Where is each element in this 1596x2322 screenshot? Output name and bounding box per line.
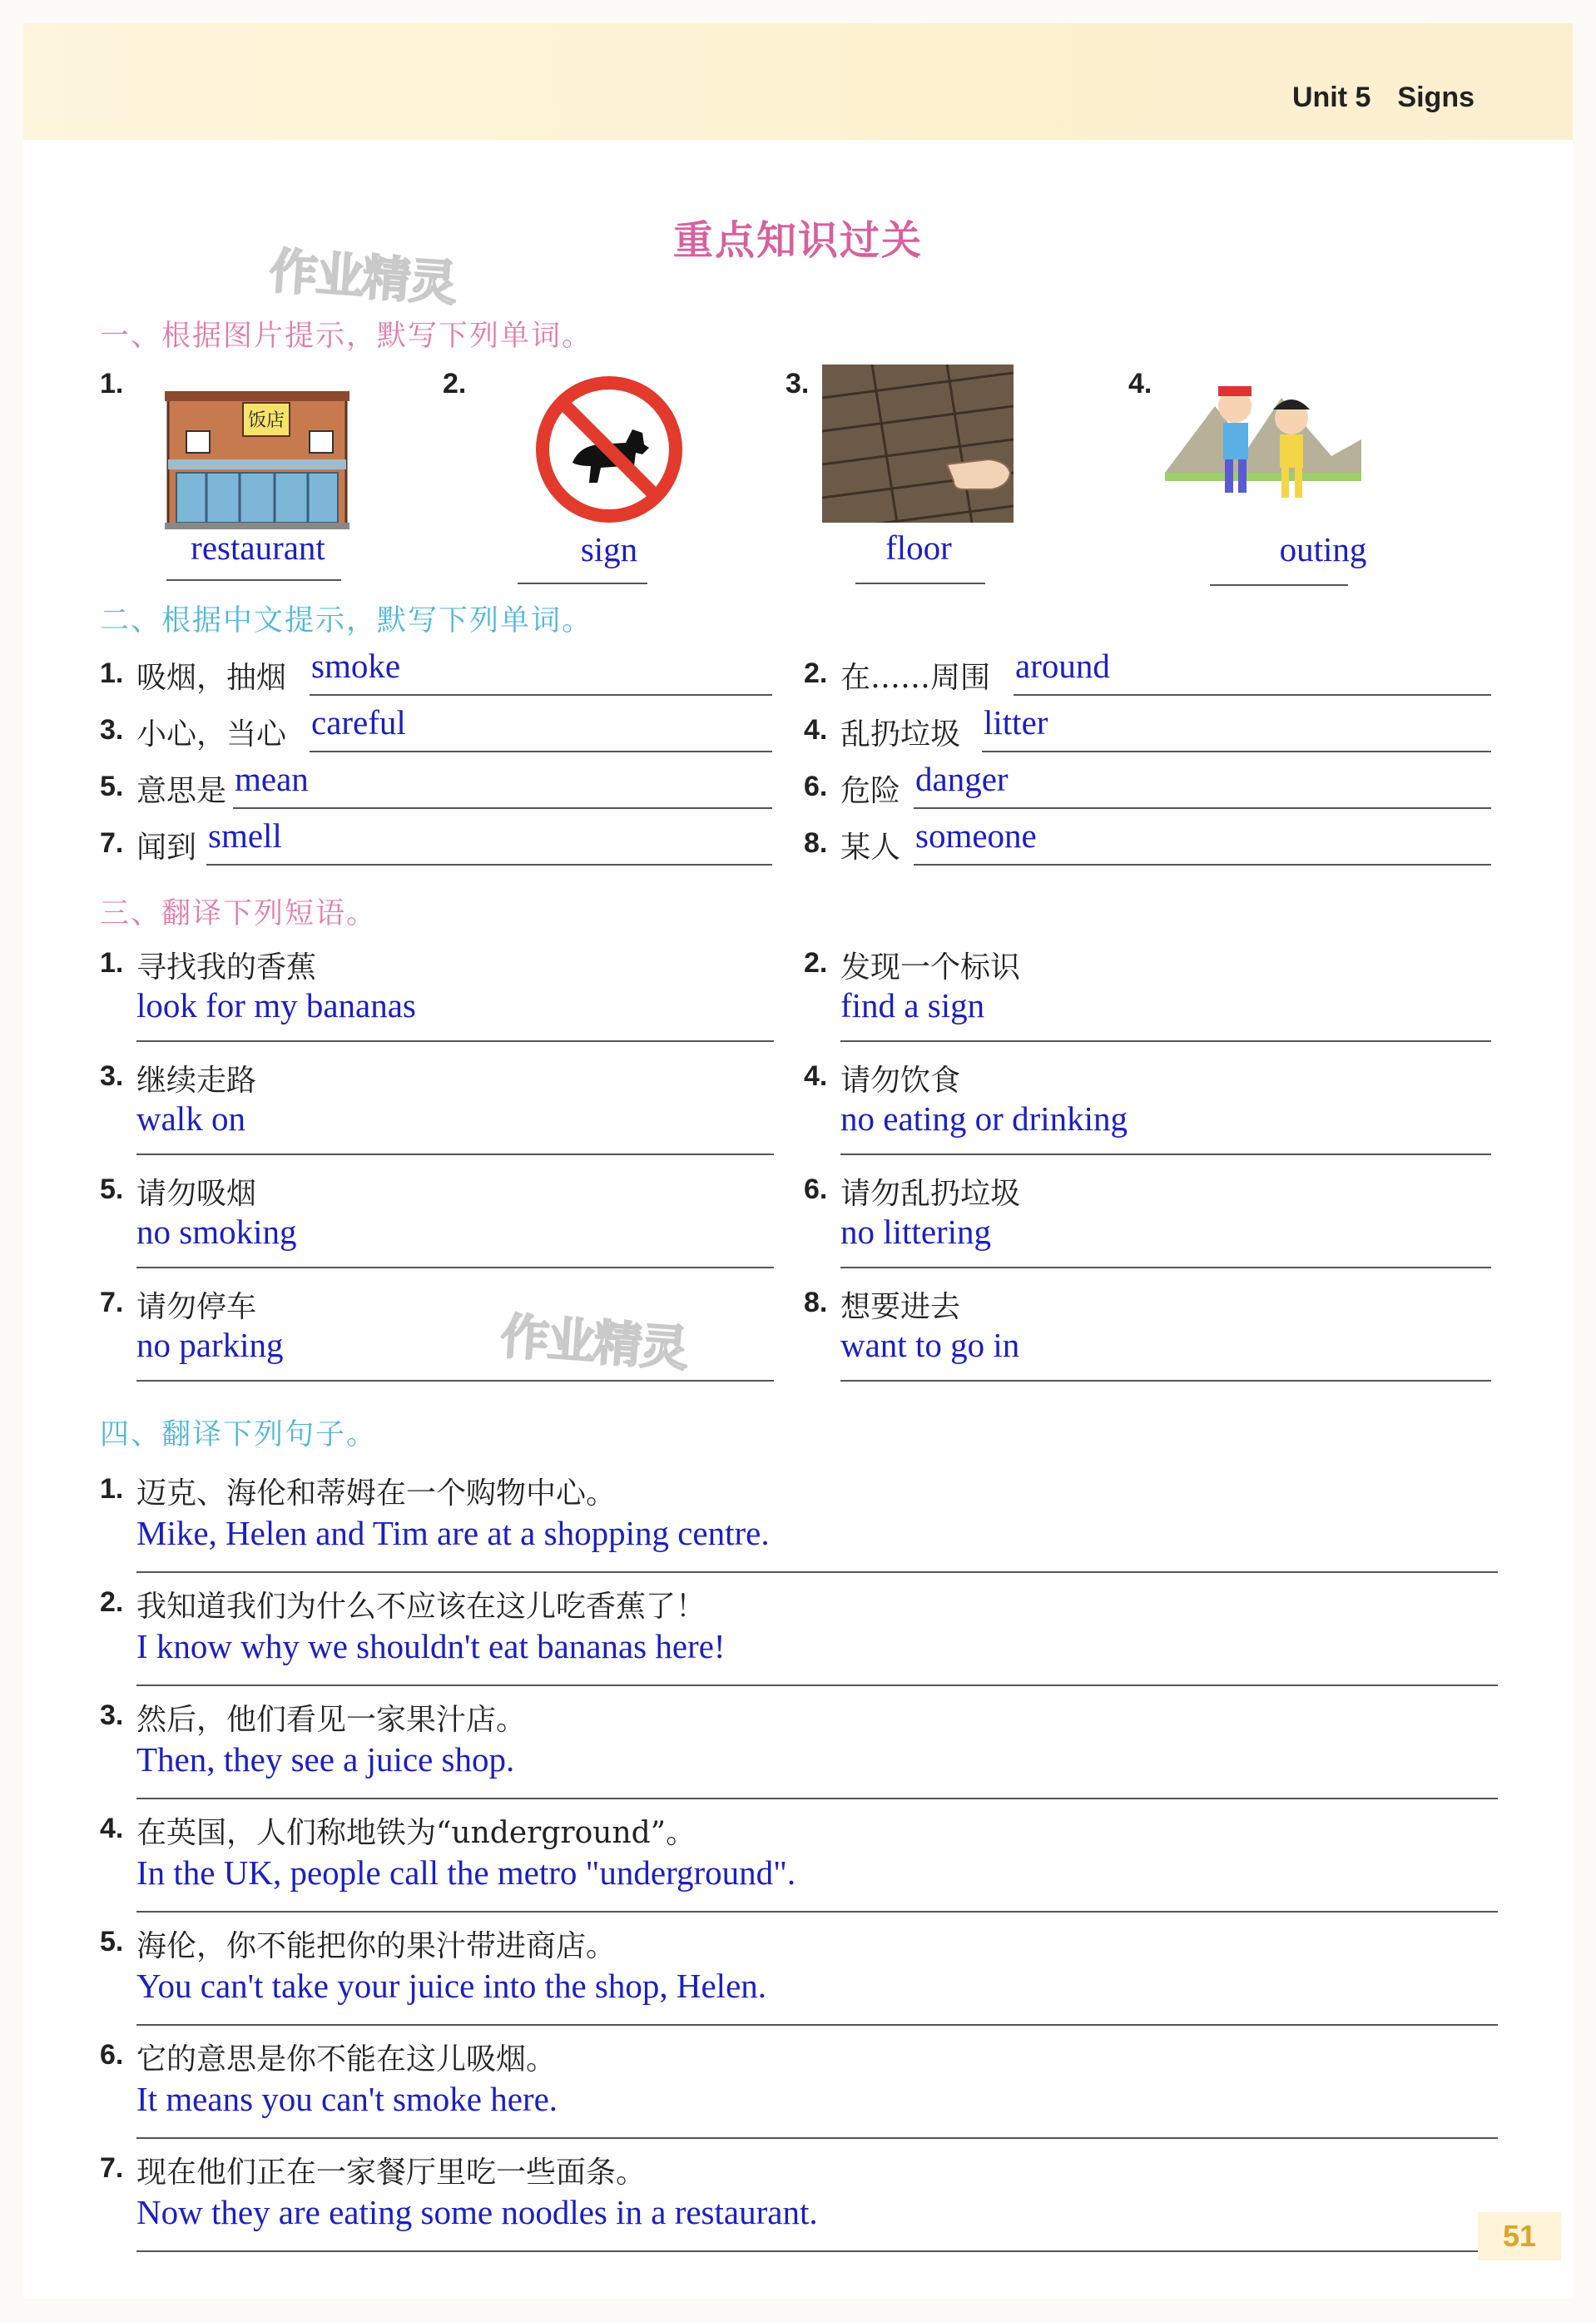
section3-title: 三、翻译下列短语。 (100, 897, 378, 930)
answer-text: Then, they see a juice shop. (136, 1740, 515, 1779)
chinese-prompt: 寻找我的香蕉 (136, 950, 317, 985)
answer-text: find a sign (840, 986, 985, 1025)
word-row-6 (804, 759, 1491, 809)
section1-title: 一、根据图片提示，默写下列单词。 (100, 320, 593, 353)
item-number: 2. (100, 1586, 124, 1618)
phrase-row-6 (804, 1168, 1491, 1268)
unit-number: Unit 5 (1291, 82, 1371, 113)
section4-title: 四、翻译下列句子。 (100, 1418, 378, 1451)
answer-line (136, 2137, 1498, 2139)
answer-text: mean (235, 760, 309, 798)
answer-line (914, 807, 1491, 809)
item-number: 4. (100, 1813, 124, 1844)
picture-item-4 (1128, 365, 1445, 589)
answer-floor: floor (885, 528, 952, 567)
picture-item-2 (443, 365, 759, 589)
answer-line (840, 1040, 1491, 1042)
answer-text: careful (311, 703, 406, 742)
answer-line (136, 2024, 1498, 2026)
phrase-row-5 (100, 1168, 774, 1268)
answer-line (1014, 694, 1491, 696)
chinese-prompt: 想要进去 (840, 1290, 961, 1324)
answer-text: smell (208, 816, 282, 855)
item-number: 1. (100, 1473, 124, 1505)
answer-line (840, 1380, 1491, 1382)
sentence-row-7 (100, 2147, 1498, 2252)
answer-line (840, 1154, 1491, 1155)
chinese-prompt: 请勿乱扔垃圾 (840, 1177, 1021, 1211)
picture-item-3 (786, 365, 1102, 589)
answer-line (136, 1571, 1498, 1573)
chinese-prompt: 请勿吸烟 (136, 1177, 257, 1211)
answer-line (914, 864, 1491, 866)
chinese-prompt: 吸烟，抽烟 (136, 661, 287, 695)
answer-restaurant: restaurant (191, 528, 325, 567)
item-number: 1. (100, 368, 124, 399)
item-number: 7. (100, 2152, 124, 2184)
answer-text: It means you can't smoke here. (136, 2080, 558, 2118)
answer-line (136, 1798, 1498, 1799)
picture-item-1 (100, 365, 416, 589)
answer-text: no smoking (136, 1213, 297, 1251)
chinese-prompt: 它的意思是你不能在这儿吸烟。 (136, 2042, 557, 2076)
chinese-prompt: 迈克、海伦和蒂姆在一个购物中心。 (136, 1476, 617, 1511)
item-number: 5. (100, 771, 124, 802)
item-number: 2. (443, 368, 467, 399)
item-number: 2. (804, 947, 828, 979)
word-row-2 (804, 646, 1491, 696)
answer-line (855, 583, 985, 584)
answer-line (136, 1040, 774, 1042)
chinese-prompt: 在……周围 (840, 661, 991, 695)
item-number: 3. (100, 1060, 124, 1092)
answer-line (1210, 584, 1348, 586)
answer-text: Now they are eating some noodles in a restaurant. (136, 2193, 818, 2231)
item-number: 7. (100, 1287, 124, 1318)
word-row-3 (100, 702, 772, 752)
wooden-floor-icon (822, 365, 1014, 523)
unit-topic: Signs (1397, 82, 1475, 113)
item-number: 6. (804, 771, 828, 802)
item-number: 5. (100, 1926, 124, 1957)
answer-line (518, 583, 647, 584)
phrase-row-4 (804, 1055, 1491, 1155)
item-number: 3. (100, 1699, 124, 1731)
phrase-row-3 (100, 1055, 774, 1155)
word-row-4 (804, 702, 1491, 752)
item-number: 1. (100, 657, 124, 689)
answer-line (233, 807, 772, 809)
sentence-row-6 (100, 2034, 1498, 2139)
item-number: 4. (1128, 368, 1152, 399)
phrase-row-1 (100, 942, 774, 1042)
item-number: 8. (804, 1287, 828, 1318)
chinese-prompt: 意思是 (136, 774, 227, 808)
answer-text: danger (915, 760, 1009, 798)
item-number: 4. (804, 1060, 828, 1092)
chinese-prompt: 现在他们正在一家餐厅里吃一些面条。 (136, 2156, 647, 2190)
answer-text: walk on (136, 1099, 245, 1138)
worksheet-page (23, 23, 1573, 2299)
chinese-prompt: 请勿饮食 (840, 1064, 961, 1098)
answer-text: look for my bananas (136, 986, 416, 1025)
phrase-row-8 (804, 1282, 1491, 1382)
sentence-row-2 (100, 1581, 1498, 1686)
item-number: 1. (100, 947, 124, 979)
chinese-prompt: 在英国，人们称地铁为“underground”。 (136, 1816, 696, 1850)
chinese-prompt: 发现一个标识 (840, 950, 1021, 985)
chinese-prompt: 继续走路 (136, 1064, 257, 1098)
item-number: 8. (804, 827, 828, 859)
page-number: 51 (1478, 2212, 1561, 2260)
word-row-5 (100, 759, 772, 809)
children-outing-icon (1165, 373, 1361, 514)
answer-text: no eating or drinking (840, 1099, 1128, 1138)
answer-text: litter (984, 703, 1048, 742)
answer-text: someone (915, 816, 1037, 855)
sentence-row-3 (100, 1694, 1498, 1799)
watermark-top: 作业精灵 (267, 242, 458, 312)
answer-line (136, 1911, 1498, 1913)
answer-line (136, 2250, 1498, 2252)
answer-line (136, 1154, 774, 1155)
chinese-prompt: 海伦，你不能把你的果汁带进商店。 (136, 1929, 617, 1963)
unit-label (1292, 82, 1475, 114)
answer-line (982, 751, 1491, 752)
answer-line (136, 1380, 774, 1382)
answer-text: In the UK, people call the metro "underground". (136, 1853, 796, 1892)
word-row-7 (100, 816, 772, 866)
no-dogs-sign-icon (533, 373, 686, 526)
answer-line (310, 751, 772, 752)
chinese-prompt: 某人 (840, 831, 901, 865)
chinese-prompt: 请勿停车 (136, 1290, 257, 1324)
page-title: 重点知识过关 (672, 217, 923, 264)
restaurant-sign-text: 饭店 (247, 410, 285, 431)
answer-line (136, 1684, 1498, 1686)
sentence-row-5 (100, 1921, 1498, 2026)
sentence-row-1 (100, 1468, 1498, 1573)
item-number: 4. (804, 714, 828, 746)
answer-outing: outing (1279, 530, 1367, 568)
answer-text: You can't take your juice into the shop, Helen. (136, 1967, 767, 2005)
chinese-prompt: 小心，当心 (136, 717, 287, 752)
item-number: 5. (100, 1173, 124, 1205)
chinese-prompt: 我知道我们为什么不应该在这儿吃香蕉了！ (136, 1590, 706, 1624)
answer-text: no littering (840, 1213, 992, 1251)
answer-text: smoke (311, 647, 401, 685)
sentence-row-4 (100, 1808, 1498, 1913)
answer-text: want to go in (840, 1326, 1020, 1364)
answer-text: Mike, Helen and Tim are at a shopping centre. (136, 1514, 770, 1552)
item-number: 3. (786, 368, 810, 399)
answer-sign: sign (580, 530, 638, 568)
item-number: 7. (100, 827, 124, 859)
chinese-prompt: 然后，他们看见一家果汁店。 (136, 1703, 527, 1737)
answer-line (136, 1267, 774, 1268)
header-band (23, 23, 1573, 140)
chinese-prompt: 危险 (840, 774, 901, 808)
chinese-prompt: 乱扔垃圾 (840, 717, 961, 752)
restaurant-building-icon (165, 380, 349, 529)
item-number: 6. (100, 2039, 124, 2071)
watermark-middle: 作业精灵 (498, 1307, 689, 1377)
word-row-8 (804, 816, 1491, 866)
item-number: 6. (804, 1173, 828, 1205)
word-row-1 (100, 646, 772, 696)
section2-title: 二、根据中文提示，默写下列单词。 (100, 604, 593, 638)
item-number: 3. (100, 714, 124, 746)
answer-line (206, 864, 772, 866)
phrase-row-2 (804, 942, 1491, 1042)
item-number: 2. (804, 657, 828, 689)
answer-text: no parking (136, 1326, 284, 1364)
answer-text: around (1015, 647, 1110, 685)
chinese-prompt: 闻到 (136, 831, 197, 865)
answer-line (166, 579, 341, 581)
answer-line (840, 1267, 1491, 1268)
answer-text: I know why we shouldn't eat bananas here! (136, 1627, 726, 1665)
answer-line (310, 694, 772, 696)
